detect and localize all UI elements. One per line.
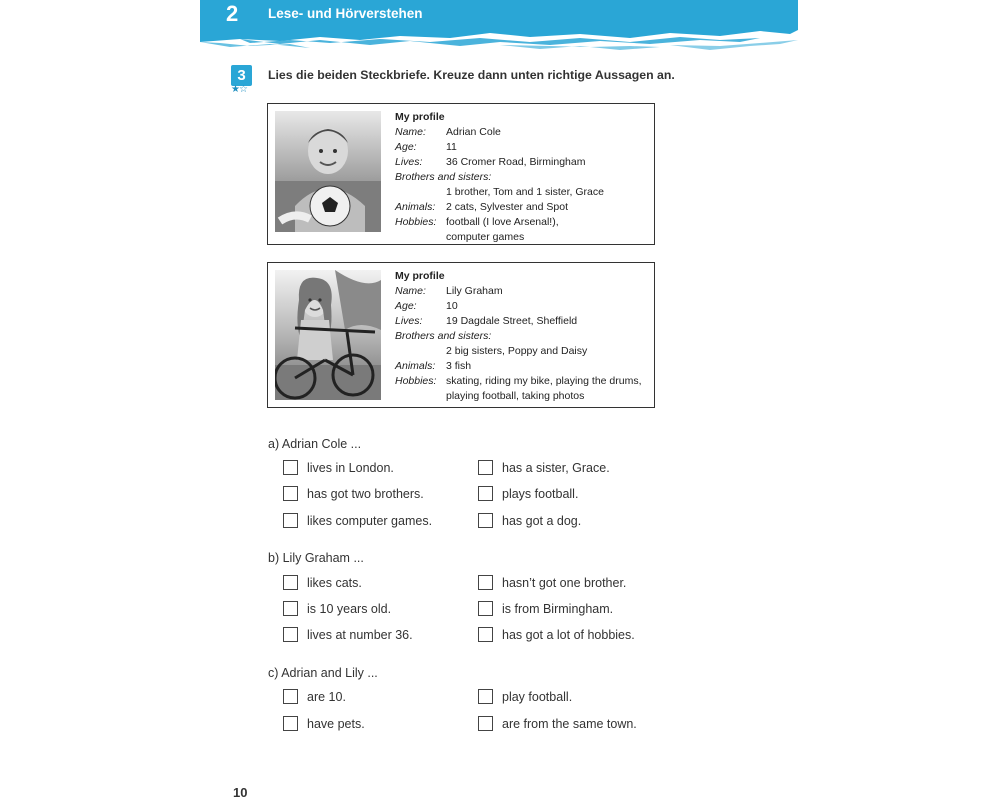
name-value: Lily Graham: [446, 285, 503, 297]
name-label: Name:: [395, 285, 426, 297]
lives-label: Lives:: [395, 156, 423, 168]
profile-title: My profile: [395, 111, 445, 123]
hobbies-label: Hobbies:: [395, 216, 437, 228]
hobbies-value-continued: playing football, taking photos: [446, 390, 585, 402]
animals-label: Animals:: [395, 201, 436, 213]
lives-value: 19 Dagdale Street, Sheffield: [446, 315, 578, 327]
checkbox[interactable]: [478, 575, 493, 590]
hobbies-value: skating, riding my bike, playing the drums,: [446, 375, 642, 387]
exercise-number-badge: 3: [231, 65, 252, 86]
siblings-value: 1 brother, Tom and 1 sister, Grace: [446, 186, 604, 198]
exercise-instruction: Lies die beiden Steckbriefe. Kreuze dann unten richtige Aussagen an.: [268, 68, 675, 82]
profile-info-adrian: [395, 110, 604, 245]
profile-title: My profile: [395, 270, 445, 282]
animals-value: 2 cats, Sylvester and Spot: [446, 201, 568, 213]
profile-info-lily: [395, 269, 642, 404]
lives-value: 36 Cromer Road, Birmingham: [446, 156, 586, 168]
girl-with-bike-photo: [275, 270, 381, 400]
checkbox[interactable]: [478, 601, 493, 616]
siblings-label: Brothers and sisters:: [395, 330, 492, 342]
profile-card-lily: [267, 262, 655, 408]
checkbox[interactable]: [478, 460, 493, 475]
hobbies-value: football (I love Arsenal!),: [446, 216, 559, 228]
hobbies-value-continued: computer games: [446, 231, 525, 243]
animals-label: Animals:: [395, 360, 436, 372]
animals-value: 3 fish: [446, 360, 472, 372]
siblings-value: 2 big sisters, Poppy and Daisy: [446, 345, 588, 357]
checkbox[interactable]: [283, 689, 298, 704]
question-a-heading: a) Adrian Cole ...: [268, 437, 362, 451]
question-c-heading: c) Adrian and Lily ...: [268, 666, 378, 680]
checkbox[interactable]: [283, 601, 298, 616]
checkbox[interactable]: [478, 689, 493, 704]
checkbox[interactable]: [478, 486, 493, 501]
page-number: 10: [233, 785, 248, 800]
age-label: Age:: [395, 141, 417, 153]
chapter-title: Lese- und Hörverstehen: [268, 6, 423, 21]
checkbox[interactable]: [283, 513, 298, 528]
hobbies-label: Hobbies:: [395, 375, 437, 387]
difficulty-stars-icon: ★☆: [231, 84, 247, 95]
checkbox[interactable]: [283, 460, 298, 475]
checkbox[interactable]: [283, 716, 298, 731]
checkbox[interactable]: [478, 627, 493, 642]
checkbox[interactable]: [283, 575, 298, 590]
checkbox[interactable]: [283, 486, 298, 501]
chapter-banner: [200, 0, 798, 60]
age-value: 10: [446, 300, 458, 312]
lives-label: Lives:: [395, 315, 423, 327]
name-value: Adrian Cole: [446, 126, 501, 138]
profile-card-adrian: [267, 103, 655, 245]
checkbox[interactable]: [478, 513, 493, 528]
boy-with-football-photo: [275, 111, 381, 232]
chapter-number: 2: [226, 1, 239, 26]
age-value: 11: [446, 141, 457, 153]
worksheet-page: 2 Lese- und Hörverstehen 3 ★☆ Lies die beiden Steckbriefe. Kreuze dann unten richtige Aussagen an. My profile Name: Adrian Cole Age: 11 Lives: 36 Cromer Road, Birmingham Brothers and sisters: 1 brother, Tom and 1 sister, Grace Animals: 2 cats, Sylvester and Spot Hobbies: football (I love Arsenal!), computer games My profile Name: Lily Graham Age: 10 Lives: 19 Dagdale Street, Sheffield Brothers and sisters: 2 big sisters, Poppy and Daisy Animals: 3 fish Hobbies: skating, riding my bike, playing the drums, playing football, taking photos a) Adrian Cole ... lives in London. has a sister, Grace. has got two brothers. plays football. likes computer games. has got a dog. b) Lily Graham ... likes cats. hasn’t got one brother. is 10 years old. is from Birmingham. lives at number 36. has got a lot of hobbies. c) Adrian and Lily ... are 10. play football. have pets. are from the same town. 10: [200, 0, 800, 800]
name-label: Name:: [395, 126, 426, 138]
checkbox[interactable]: [283, 627, 298, 642]
age-label: Age:: [395, 300, 417, 312]
checkbox[interactable]: [478, 716, 493, 731]
siblings-label: Brothers and sisters:: [395, 171, 492, 183]
question-b-heading: b) Lily Graham ...: [268, 551, 364, 565]
